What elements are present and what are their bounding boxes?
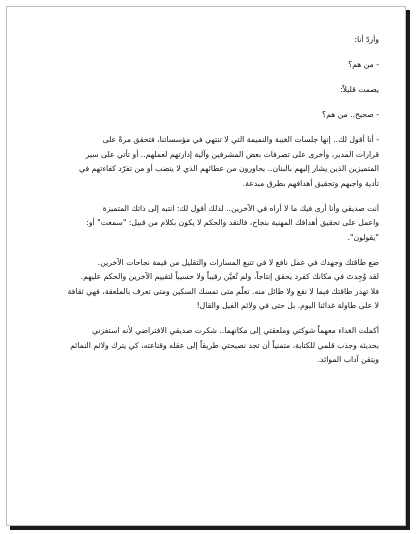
- paragraph-gap: [41, 73, 379, 84]
- text-line: أنت صديقي وأنا أرى فيك ما لا أراه في الآخرين.. لذلك أقول لك: انتبه إلى ذاتك المتميزة: [102, 203, 379, 213]
- text-line: "يقولون".: [347, 232, 379, 242]
- paragraph-gap: [41, 123, 379, 134]
- text-line: - صحيح.. من هم؟: [322, 110, 379, 119]
- text-line: لا على طاولة غدائنا اليوم. بل حتى في ولائم الفيل والقال!: [196, 301, 379, 310]
- text-line: واعمل على تحقيق أهدافك المهنية بنجاح، فالنقد والحكم لا يكون بكلام من قبيل: "سمعت" أو:: [86, 218, 379, 227]
- text-line: بحديثه وجذب قلمي للكتابة، متمنياً أن تجد نصيحتي طريقاً إلى عقله وقناعته، كي يترك ولائم النمائم: [70, 340, 379, 350]
- text-line: أكملت الغداء معهماً شوكتي وملعقتي إلى مكانهما.. شكرت صديقي الافتراضي لأنه استفزني: [91, 326, 379, 335]
- text-line: لقد وُجِدتَ في مكانك كفرد يحقق إنتاجاً، ولم تُعيَّن رقيباً ولا حسيباً لتقييم الآخرين والحكم عليهم.: [80, 272, 379, 281]
- text-line: - أنا أقول لك.. إنها جلسات الغيبة والنميمة التي لا تنتهي في مؤسساتنا، فتحقق مرةً على: [102, 135, 379, 144]
- text-line: قرارات المدير، وأخرى على تصرفات بعض المشرفين وآلية إدارتهم لعملهم.. أو تأتي على سير: [85, 149, 379, 159]
- paragraph-gap: [41, 48, 379, 59]
- document-body: [41, 33, 379, 368]
- text-line: يصمت قليلاً:: [340, 85, 379, 94]
- text-line: - من هم؟: [348, 60, 379, 69]
- text-line: ويتقن آداب الموائد.: [317, 355, 379, 364]
- document-page: [6, 6, 406, 526]
- paragraph-gap: [41, 98, 379, 109]
- paragraph-gap: [41, 191, 379, 202]
- text-line: فلا تهدر طاقتك فيما لا نفع ولا طائل منه. تعلّم متى تمسك السكين ومتى تعرف بالملعقة، فهي ثقافة: [67, 286, 379, 296]
- text-line: ضع طاقتك وجهدك في عمل نافع لا في تتبع المسارات والتقليل من قيمة نجاحات الآخرين.: [97, 257, 379, 267]
- text-line: وأردّ أنا:: [354, 35, 379, 44]
- paragraph-gap: [41, 314, 379, 325]
- text-line: المتميزين الذين يشار إليهم بالبنان.. يحاورون من عطائهم الذي لا ينضب أو من تفرّد كفاءتهم في: [79, 164, 379, 173]
- paragraph-gap: [41, 245, 379, 256]
- text-line: تأدية واجبهم وتحقيق أهدافهم بطرق مبدعة.: [242, 178, 379, 188]
